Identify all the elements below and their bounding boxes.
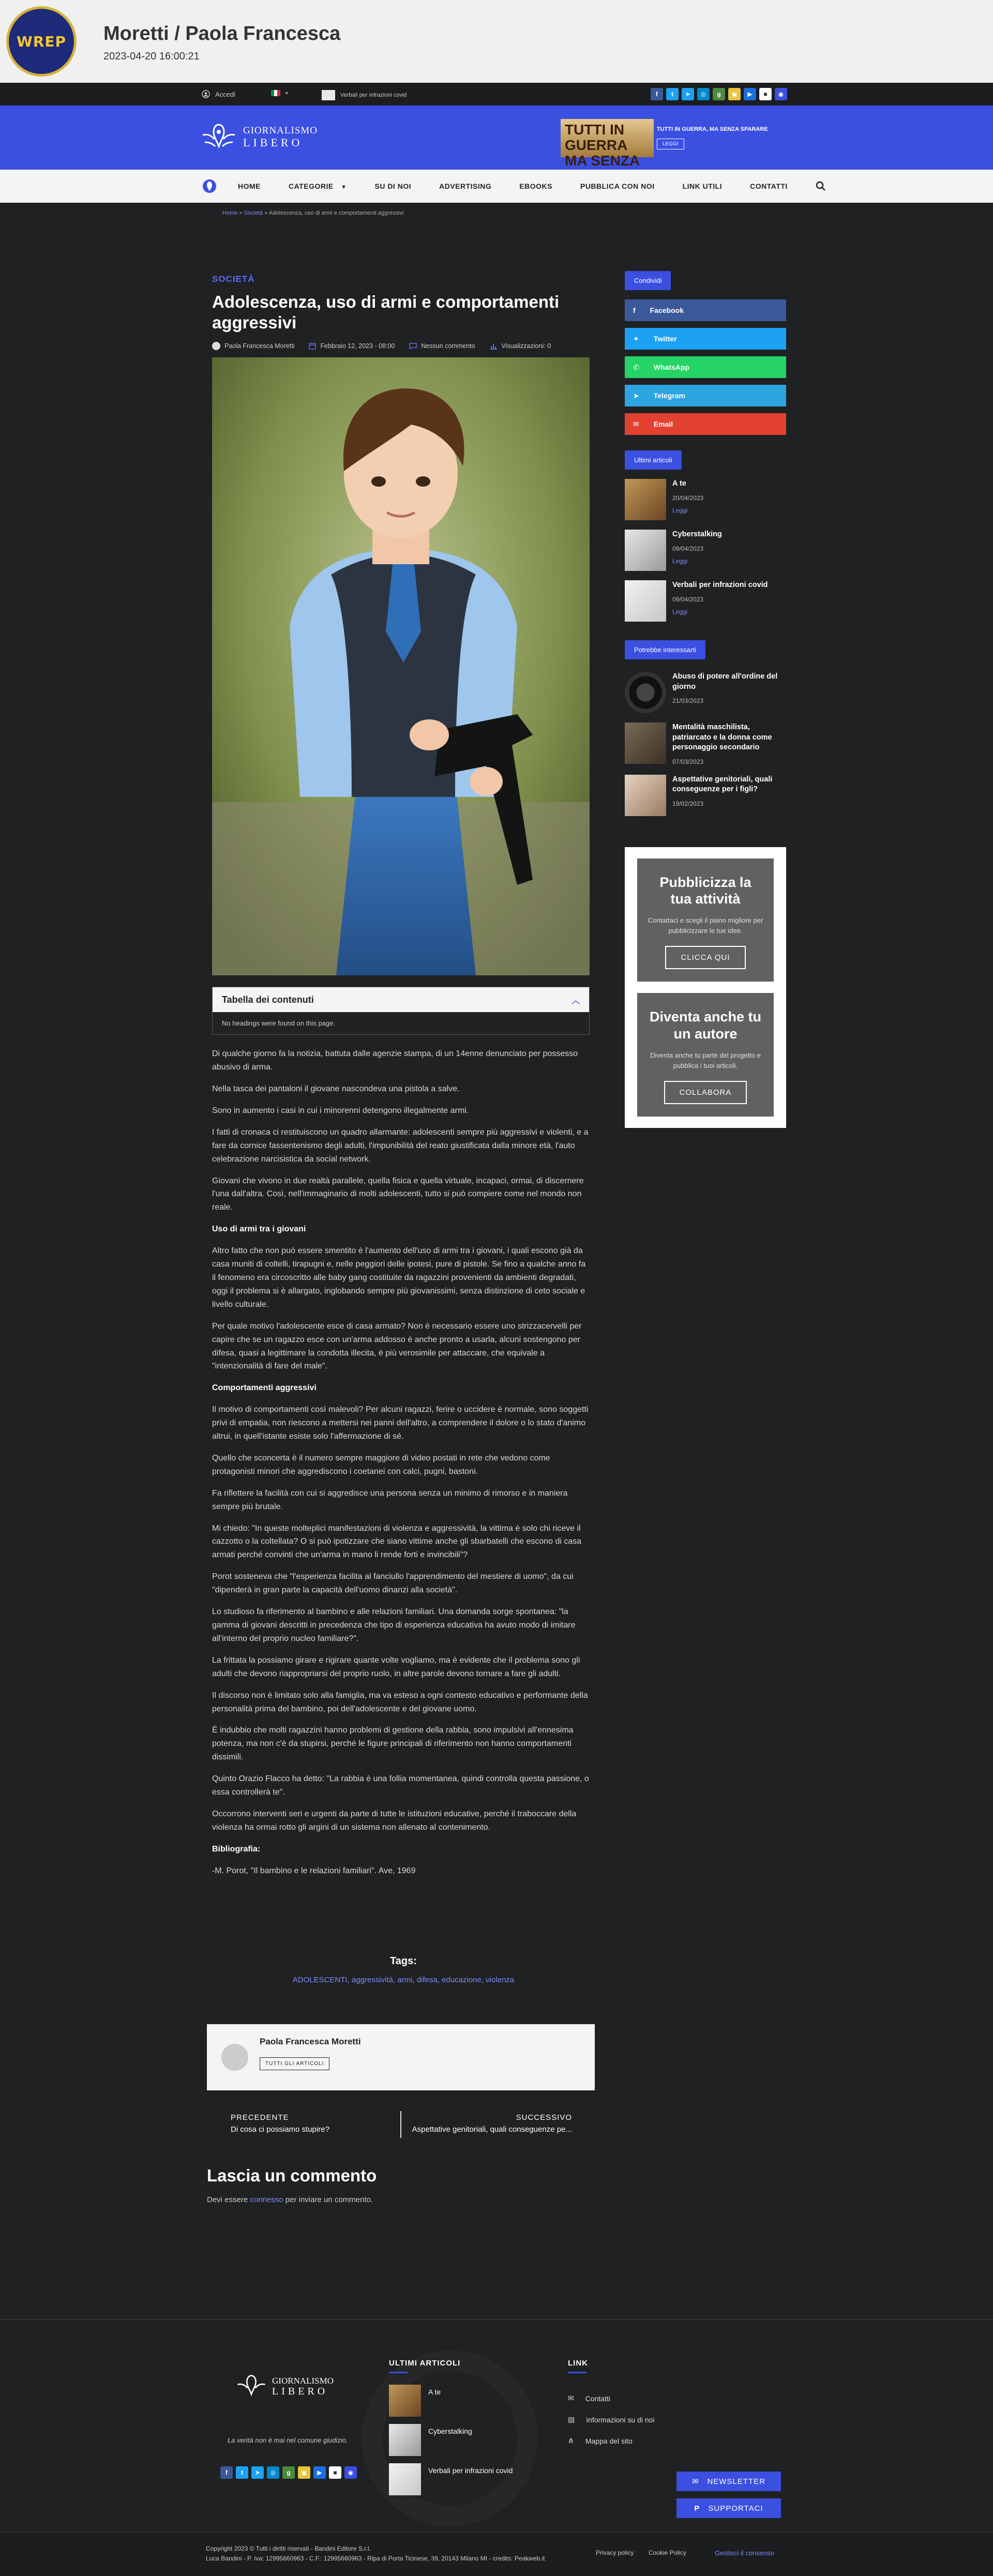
locals-icon[interactable]: ▣	[728, 88, 741, 100]
twitter-icon[interactable]: t	[666, 88, 679, 100]
footer-link-sitemap[interactable]: ⋔ Mappa del sito	[568, 2436, 633, 2445]
rumble-icon[interactable]: ▶	[744, 88, 756, 100]
share-whatsapp-button[interactable]: ✆ WhatsApp	[625, 356, 786, 378]
read-more-link[interactable]: Leggi	[672, 608, 688, 615]
chevron-up-icon: ︿	[571, 996, 580, 1005]
login-required-text: Devi essere connesso per inviare un commento.	[207, 2195, 373, 2204]
article-thumbnail	[389, 2463, 421, 2495]
related-article[interactable]: Mentalità maschilista, patriarcato e la donna come personaggio secondario 07/03/2023	[625, 722, 786, 765]
ticker[interactable]: Verbali per infrazioni covid	[322, 90, 407, 100]
wrep-logo[interactable]: WREP	[6, 6, 77, 77]
sidebar	[625, 271, 786, 1128]
article-thumbnail	[389, 2385, 421, 2417]
manage-consent-link[interactable]: Gestisci il consenso	[715, 2549, 774, 2557]
footer-bottom-bar	[0, 2532, 993, 2576]
article-thumbnail	[625, 530, 666, 571]
gab-icon[interactable]: g	[713, 88, 725, 100]
share-telegram-button[interactable]: ➤ Telegram	[625, 385, 786, 406]
telegram-icon[interactable]: ➤	[251, 2466, 264, 2479]
italy-flag-icon	[271, 90, 280, 96]
nav-home[interactable]: HOME	[238, 182, 261, 190]
previous-post-link[interactable]: PRECEDENTE Di cosa ci possiamo stupire?	[231, 2113, 329, 2134]
latest-article[interactable]: Verbali per infrazioni covid 09/04/2023 Leggi	[625, 580, 786, 622]
nav-contatti[interactable]: CONTATTI	[750, 182, 788, 190]
brand-band	[0, 106, 993, 170]
footer-slogan: La verità non è mai nel comune giudizio.	[228, 2436, 348, 2444]
article-thumbnail	[625, 672, 666, 713]
site-logo[interactable]: GIORNALISMO LIBERO	[201, 117, 335, 158]
paragraph: È indubbio che molti ragazzini hanno problemi di gestione della rabbia, sono impulsivi all'ennesima potenza, ma non c'è da stupirsi, perché le figure principali di riferimento non hanno comportamenti dissimili.	[212, 1726, 574, 1762]
paragraph: Occorrono interventi seri e urgenti da parte di tutte le istituzioni educative, perché il traboccare della violenza ha ormai rotto gli argini di un sistema non allenato al contenimento.	[212, 1809, 577, 1832]
newsletter-button[interactable]: ✉ NEWSLETTER	[676, 2472, 781, 2491]
nav-link-utili[interactable]: LINK UTILI	[682, 182, 723, 190]
section-heading: Uso di armi tra i giovani	[212, 1225, 306, 1234]
ticker-thumbnail	[322, 90, 335, 100]
share-facebook-button[interactable]: f Facebook	[625, 299, 786, 321]
paragraph: Altro fatto che non può essere smentito è l'aumento dell'uso di armi tra i giovani, i quali escono già da casa muniti di coltelli, tirapugni e, nelle peggiori delle ipotesi, pure di pistole. Se fino a qualche anno fa il fenomeno era circoscritto alle baby gang costituite da ragazzini provenienti da ambienti degradati, oggi il problema si è allargato, inglobando sempre più giovanissimi, senza distinzione di ceto sociale e livello culturale.	[212, 1246, 586, 1309]
article-hero-image	[212, 357, 590, 975]
privacy-policy-link[interactable]: Privacy policy	[596, 2549, 634, 2556]
article-thumbnail	[389, 2424, 421, 2456]
ad-banner[interactable]: TUTTI IN GUERRA MA SENZA	[561, 119, 654, 157]
whatsapp-icon: ✆	[633, 363, 639, 371]
latest-heading: Ultimi articoli	[625, 450, 682, 470]
related-heading: Potrebbe interessarti	[625, 640, 705, 659]
paragraph: La frittata la possiamo girare e rigirare quante volte vogliamo, ma è evidente che il problema sono gli adulti che devono riappropriarsi del proprio ruolo, in altre parole devono tornare a fare gli adulti.	[212, 1655, 580, 1678]
chart-icon	[490, 342, 498, 350]
rss-icon[interactable]: ◉	[775, 88, 787, 100]
chevron-down-icon: ▾	[285, 90, 288, 96]
related-article[interactable]: Aspettative genitoriali, quali conseguenze per i figli? 19/02/2023	[625, 775, 786, 816]
email-icon: ✉	[633, 419, 639, 428]
author-box	[207, 2024, 595, 2090]
footer-latest: ULTIMI ARTICOLI A te Cyberstalking Verbali per infrazioni covid	[389, 2359, 513, 2495]
footer-links: LINK ✉ Contatti ▤ Informazioni su di noi ⋔ Mappa del sito	[568, 2359, 655, 2445]
ad-banner-button[interactable]: LEGGI	[657, 139, 684, 149]
nav-su-di-noi[interactable]: SU DI NOI	[374, 182, 412, 190]
social-links	[651, 88, 787, 100]
facebook-icon[interactable]: f	[220, 2466, 233, 2479]
article-title: Adolescenza, uso di armi e comportamenti aggressivi	[212, 292, 560, 332]
gab-icon[interactable]: g	[282, 2466, 295, 2479]
section-heading: Comportamenti aggressivi	[212, 1383, 317, 1393]
paragraph: Quinto Orazio Flacco ha detto: "La rabbia è una follia momentanea, quindi controlla questa passione, o essa controllerà te".	[212, 1774, 589, 1797]
locals-icon[interactable]: ▣	[298, 2466, 310, 2479]
instagram-icon[interactable]: ◎	[267, 2466, 279, 2479]
article-views: Visualizzazioni: 0	[490, 342, 551, 350]
rumble-icon[interactable]: ▶	[313, 2466, 326, 2479]
share-twitter-button[interactable]: ✦ Twitter	[625, 328, 786, 350]
paragraph: Nella tasca dei pantaloni il giovane nascondeva una pistola a salve.	[212, 1084, 460, 1093]
copyright: Copyright 2023 © Tutti i diritti riservati - Bandini Editore S.r.l. Luca Bandini - P. Iva: 12995660963 - C.F.: 12995660963 - Ripa di Porta Ticinese, 39, 20143 Milano MI - credits: Peakweb.it	[206, 2545, 545, 2563]
article-author[interactable]: Paola Francesca Moretti	[212, 342, 294, 350]
promo-widget	[625, 847, 786, 1128]
avatar	[221, 2044, 248, 2071]
all-articles-button[interactable]: TUTTI GLI ARTICOLI	[260, 2057, 329, 2070]
footer-link-contatti[interactable]: ✉ Contatti	[568, 2394, 610, 2403]
footer-article[interactable]: A te	[389, 2385, 513, 2417]
table-of-contents	[212, 987, 590, 1035]
vk-icon[interactable]: ■	[759, 88, 772, 100]
toc-empty-text: No headings were found on this page.	[222, 1019, 335, 1028]
login-link[interactable]: connesso	[250, 2195, 283, 2204]
breadcrumb-current: Adolescenza, uso di armi e comportamenti aggressivi	[268, 210, 404, 216]
breadcrumb: Home » Società » Adolescenza, uso di armi e comportamenti aggressivi	[222, 210, 404, 216]
boy-with-gun-illustration	[212, 357, 590, 975]
article	[212, 274, 590, 1878]
eagle-logo-icon	[201, 119, 237, 156]
vk-icon[interactable]: ■	[329, 2466, 341, 2479]
author-name[interactable]: Paola Francesca Moretti	[260, 2037, 361, 2046]
rss-icon[interactable]: ◉	[344, 2466, 357, 2479]
language-selector[interactable]	[271, 90, 288, 96]
article-thumbnail	[625, 722, 666, 764]
footer-link-info[interactable]: ▤ Informazioni su di noi	[568, 2415, 655, 2424]
paragraph: I fatti di cronaca ci restituiscono un quadro allarmante: adolescenti sempre più aggressivi e violenti, e a fare da cornice fassentenismo degli adulti, l'impunibilità del reato giustificata dalla minore età, l'auto celebrazione narcisistica da social network.	[212, 1127, 589, 1164]
chevron-down-icon: ▼	[341, 184, 347, 190]
share-heading: Condividi	[625, 271, 671, 290]
tags-list[interactable]: ADOLESCENTI, aggressività, armi, difesa, educazione, violenza	[292, 1976, 515, 1984]
twitter-icon: ✦	[633, 334, 639, 343]
toc-header[interactable]: Tabella dei contenuti ︿	[213, 987, 589, 1012]
article-thumbnail	[625, 580, 666, 622]
nav-categorie[interactable]: CATEGORIE ▼	[289, 182, 347, 190]
advertise-box: Pubblicizza la tua attività Contattaci e scegli il piano migliore per pubblicizzare le tue idee. CLICCA QUI	[637, 858, 774, 982]
article-category[interactable]: SOCIETÀ	[212, 274, 255, 284]
cookie-policy-link[interactable]: Cookie Policy	[649, 2549, 686, 2556]
article-meta	[212, 342, 590, 350]
footer	[0, 2319, 993, 2532]
paragraph: Sono in aumento i casi in cui i minorenni detengono illegalmente armi.	[212, 1106, 469, 1115]
ad-banner-caption: TUTTI IN GUERRA, MA SENZA SPARARE	[657, 126, 768, 132]
wrep-datetime: 2023-04-20 16:00:21	[103, 51, 200, 62]
login-link[interactable]: Accedi	[202, 90, 235, 98]
paragraph: Lo studioso fa riferimento al bambino e alle relazioni familiari. Una domanda sorge spontanea: "la gamma di giovani descritti in precedenza che tipo di esperienza educativa ha avuto modo di imitare all'interno del proprio nucleo familiare?".	[212, 1607, 576, 1643]
paragraph: Per quale motivo l'adolescente esce di casa armato? Non è necessario essere uno strizzacervelli per capire che se un ragazzo esce con un'arma addosso è anche pronto a usarla, alcuni sostengono per difesa, quasi a legittimare la condotta illecita, è più verosimile per attaccare, che equivale a "intenzionalità di fare del male".	[212, 1321, 582, 1371]
paypal-icon: P	[694, 2504, 700, 2513]
latest-article[interactable]: A te 20/04/2023 Leggi	[625, 479, 786, 520]
paragraph: Mi chiedo: "In queste molteplici manifestazioni di violenza e aggressività, la vittima è solo chi riceve il cazzotto o la coltellata? O si può ipotizzare che siano vittime anche gli sbarbatelli che escono di casa armati perché convinti che un'arma in mano li rende forti e invincibili"?	[212, 1524, 582, 1560]
home-logo-icon[interactable]	[202, 178, 217, 194]
latest-article[interactable]: Cyberstalking 09/04/2023 Leggi	[625, 530, 786, 571]
advertise-button[interactable]: CLICCA QUI	[665, 946, 745, 969]
facebook-icon[interactable]: f	[651, 88, 663, 100]
comment-icon	[409, 342, 417, 350]
read-more-link[interactable]: Leggi	[672, 506, 688, 514]
facebook-icon: f	[633, 306, 636, 314]
telegram-icon[interactable]: ➤	[682, 88, 694, 100]
author-avatar	[212, 342, 220, 350]
email-icon: ✉	[568, 2394, 574, 2402]
nav-ebooks[interactable]: EBOOKS	[519, 182, 552, 190]
main-nav	[0, 170, 993, 203]
paragraph: Il motivo di comportamenti così malevoli? Per alcuni ragazzi, ferire o uccidere è normale, sono soggetti privi di empatia, non riescono a mettersi nei panni dell'altro, a comprendere il dolore o lo stato d'animo altrui, in quell'istante esiste solo l'affermazione di sé.	[212, 1405, 589, 1441]
article-date: Febbraio 12, 2023 - 08:00	[309, 342, 395, 350]
footer-logo[interactable]: GIORNALISMO LIBERO	[236, 2371, 334, 2402]
user-icon	[202, 90, 210, 98]
read-more-link[interactable]: Leggi	[672, 557, 688, 565]
paragraph: Quello che sconcerta è il numero sempre maggiore di video postati in rete che vedono come protagonisti minori che aggrediscono i coetanei con calci, pugni, bastoni.	[212, 1453, 550, 1476]
calendar-icon	[309, 342, 316, 350]
collaborate-button[interactable]: COLLABORA	[664, 1081, 747, 1104]
eagle-logo-icon	[236, 2371, 267, 2402]
breadcrumb-home[interactable]: Home	[222, 210, 238, 216]
footer-article[interactable]: Verbali per infrazioni covid	[389, 2463, 513, 2495]
breadcrumb-section[interactable]: Società	[244, 210, 263, 216]
sitemap-icon: ⋔	[568, 2436, 574, 2445]
article-body	[212, 1047, 590, 1877]
paragraph: Giovani che vivono in due realtà parallele, quella fisica e quella virtuale, incapaci, ormai, di discernere l'una dall'altra. Così, nell'immaginario di molti adolescenti, tutto si può compiere come nel mondo non reale.	[212, 1176, 584, 1212]
wrep-header	[0, 0, 993, 83]
related-article[interactable]: Abuso di potere all'ordine del giorno 21/03/2023	[625, 672, 786, 713]
id-card-icon: ▤	[568, 2415, 575, 2423]
search-icon[interactable]	[816, 181, 826, 191]
paragraph: Il discorso non è limitato solo alla famiglia, ma va esteso a ogni contesto educativo e performante della personalità prima del bambino, poi dell'adolescente e del giovane uomo.	[212, 1691, 588, 1713]
envelope-icon: ✉	[691, 2477, 699, 2486]
paragraph: Di qualche giorno fa la notizia, battuta dalle agenzie stampa, di un 14enne denunciato per possesso abusivo di arma.	[212, 1049, 578, 1072]
top-bar	[0, 83, 993, 106]
instagram-icon[interactable]: ◎	[697, 88, 710, 100]
bibliography-heading: Bibliografia:	[212, 1844, 261, 1854]
footer-social-links	[220, 2466, 357, 2479]
article-comments[interactable]: Nessun commento	[409, 342, 475, 350]
wrep-title: Moretti / Paola Francesca	[103, 23, 341, 44]
share-email-button[interactable]: ✉ Email	[625, 413, 786, 435]
comments-title: Lascia un commento	[207, 2166, 377, 2185]
twitter-icon[interactable]: t	[236, 2466, 248, 2479]
paragraph: Porot sosteneva che "l'esperienza facilita al fanciullo l'apprendimento del mestiere di uomo", da cui "dipenderà in gran parte la capacità dell'uomo dinanzi alla società".	[212, 1572, 574, 1595]
support-button[interactable]: P SUPPORTACI	[676, 2498, 781, 2518]
author-box-promo: Diventa anche tu un autore Diventa anche tu parte del progetto e pubblica i tuoi articoli. COLLABORA	[637, 993, 774, 1117]
nav-pubblica[interactable]: PUBBLICA CON NOI	[580, 182, 655, 190]
telegram-icon: ➤	[633, 391, 639, 400]
footer-article[interactable]: Cyberstalking	[389, 2424, 513, 2456]
article-thumbnail	[625, 479, 666, 520]
article-thumbnail	[625, 775, 666, 816]
tags-heading: Tags:	[390, 1955, 417, 1967]
bibliography-entry: -M. Porot, "Il bambino e le relazioni familiari". Ave, 1969	[212, 1866, 416, 1875]
next-post-link[interactable]: SUCCESSIVO Aspettative genitoriali, quali conseguenze pe...	[412, 2113, 572, 2134]
nav-advertising[interactable]: ADVERTISING	[439, 182, 492, 190]
paragraph: Fa riflettere la facilità con cui si aggredisce una persona senza un minimo di rimorso e in maniera sempre più brutale.	[212, 1488, 568, 1511]
